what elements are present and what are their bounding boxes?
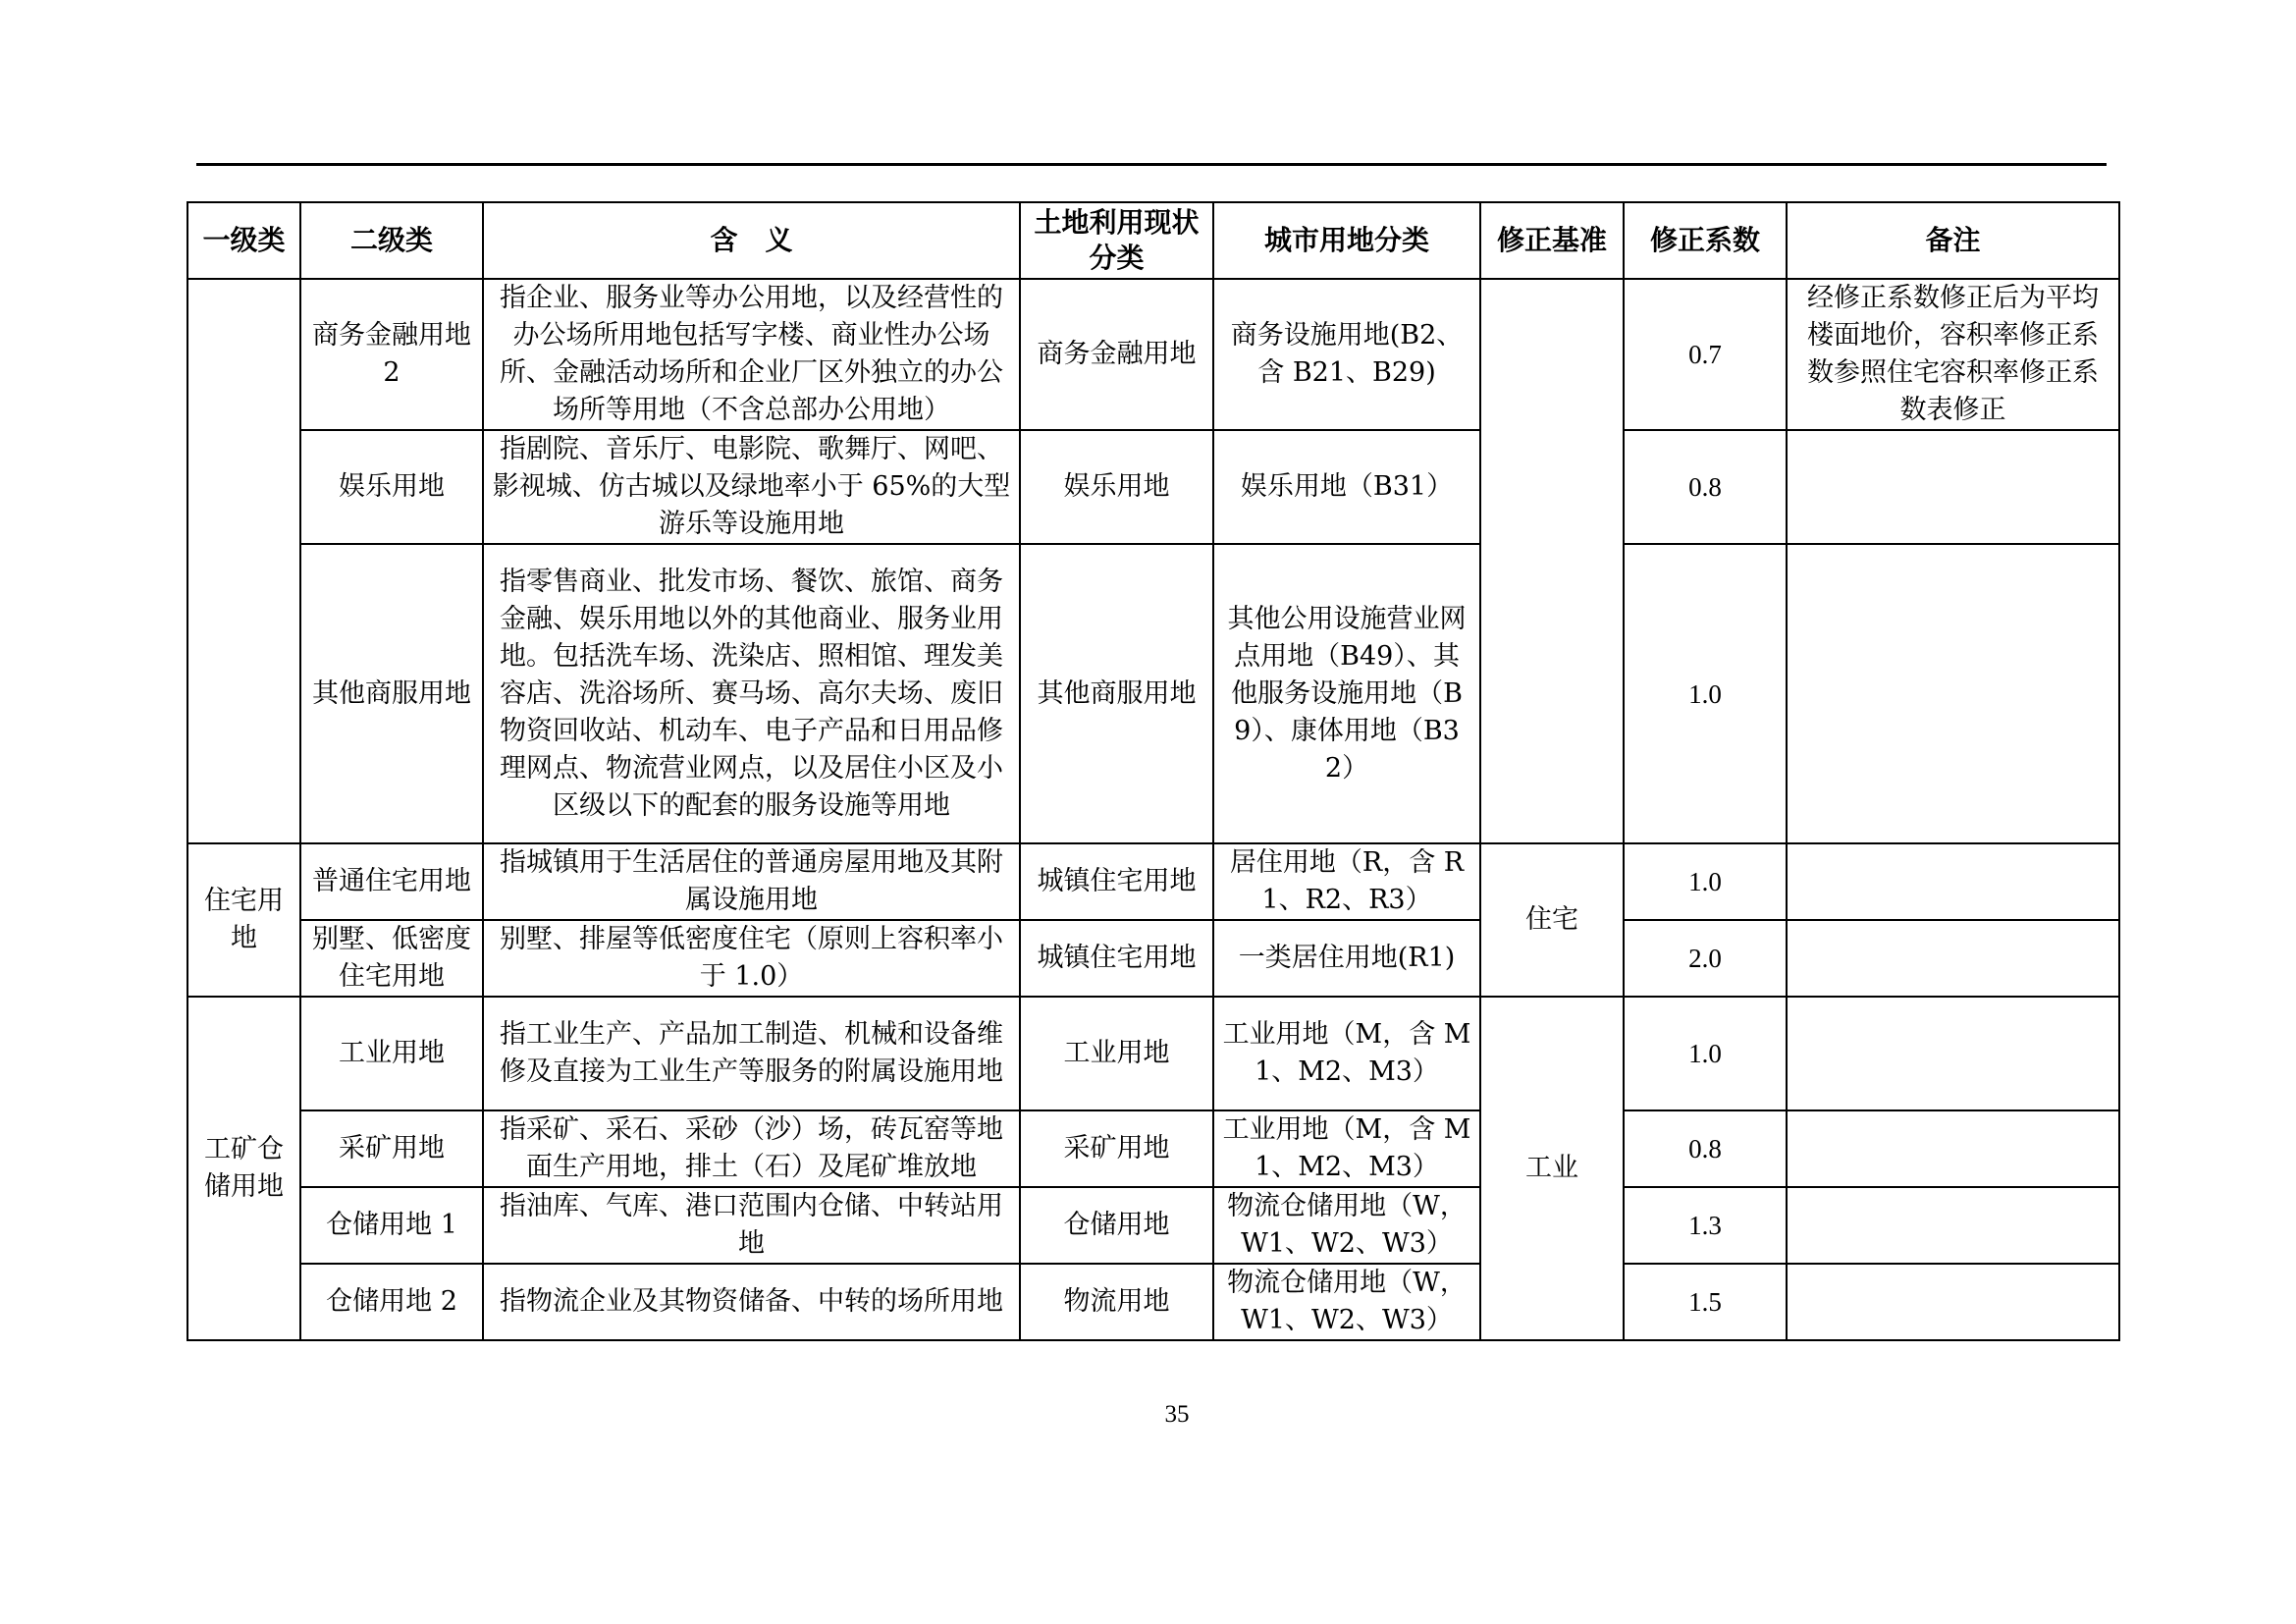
- first-class-cell: 住宅用地: [187, 843, 300, 997]
- current-use-cell: 城镇住宅用地: [1020, 843, 1213, 920]
- second-class-cell: 仓储用地 2: [300, 1264, 483, 1340]
- header-urban-class: 城市用地分类: [1213, 202, 1480, 279]
- correction-coef-cell: 0.8: [1624, 1110, 1787, 1187]
- correction-basis-cell: 住宅: [1480, 843, 1624, 997]
- table-row: [187, 1187, 2119, 1264]
- page-number: 35: [1164, 1401, 1190, 1428]
- correction-coef-cell: 0.8: [1624, 430, 1787, 544]
- meaning-cell: 别墅、排屋等低密度住宅（原则上容积率小于 1.0）: [483, 920, 1020, 997]
- urban-class-cell: 娱乐用地（B31）: [1213, 430, 1480, 544]
- header-first-class: 一级类: [187, 202, 300, 279]
- current-use-cell: 娱乐用地: [1020, 430, 1213, 544]
- note-cell: 经修正系数修正后为平均楼面地价，容积率修正系数参照住宅容积率修正系数表修正: [1787, 279, 2119, 430]
- note-cell: [1787, 843, 2119, 920]
- meaning-cell: 指油库、气库、港口范围内仓储、中转站用地: [483, 1187, 1020, 1264]
- urban-class-cell: 居住用地（R，含 R1、R2、R3）: [1213, 843, 1480, 920]
- second-class-cell: 娱乐用地: [300, 430, 483, 544]
- note-cell: [1787, 1187, 2119, 1264]
- header-meaning: 含 义: [483, 202, 1020, 279]
- note-cell: [1787, 997, 2119, 1110]
- second-class-cell: 别墅、低密度住宅用地: [300, 920, 483, 997]
- table-row: [187, 1264, 2119, 1340]
- header-current-use: 土地利用现状分类: [1020, 202, 1213, 279]
- header-second-class: 二级类: [300, 202, 483, 279]
- second-class-cell: 工业用地: [300, 997, 483, 1110]
- current-use-cell: 物流用地: [1020, 1264, 1213, 1340]
- table-row: [187, 1110, 2119, 1187]
- urban-class-cell: 物流仓储用地（W，W1、W2、W3）: [1213, 1264, 1480, 1340]
- correction-basis-cell: 工业: [1480, 997, 1624, 1340]
- correction-coef-cell: 1.0: [1624, 843, 1787, 920]
- correction-coef-cell: 1.3: [1624, 1187, 1787, 1264]
- urban-class-cell: 工业用地（M，含 M1、M2、M3）: [1213, 997, 1480, 1110]
- meaning-cell: 指零售商业、批发市场、餐饮、旅馆、商务金融、娱乐用地以外的其他商业、服务业用地。包括洗车场、洗染店、照相馆、理发美容店、洗浴场所、赛马场、高尔夫场、废旧物资回收站、机动车、电子产品和日用品修理网点、物流营业网点，以及居住小区及小区级以下的配套的服务设施等用地: [483, 544, 1020, 843]
- current-use-cell: 商务金融用地: [1020, 279, 1213, 430]
- land-classification-table: [187, 201, 2120, 1341]
- note-cell: [1787, 430, 2119, 544]
- second-class-cell: 其他商服用地: [300, 544, 483, 843]
- urban-class-cell: 工业用地（M，含 M1、M2、M3）: [1213, 1110, 1480, 1187]
- correction-coef-cell: 1.0: [1624, 997, 1787, 1110]
- current-use-cell: 其他商服用地: [1020, 544, 1213, 843]
- first-class-cell: 工矿仓储用地: [187, 997, 300, 1340]
- correction-coef-cell: 2.0: [1624, 920, 1787, 997]
- current-use-cell: 城镇住宅用地: [1020, 920, 1213, 997]
- table-header-row: [187, 202, 2119, 279]
- first-class-cell-blank: [187, 279, 300, 843]
- note-cell: [1787, 1110, 2119, 1187]
- meaning-cell: 指剧院、音乐厅、电影院、歌舞厅、网吧、影视城、仿古城以及绿地率小于 65%的大型游乐等设施用地: [483, 430, 1020, 544]
- header-rule: [196, 163, 2107, 166]
- second-class-cell: 商务金融用地 2: [300, 279, 483, 430]
- second-class-cell: 仓储用地 1: [300, 1187, 483, 1264]
- second-class-cell: 采矿用地: [300, 1110, 483, 1187]
- meaning-cell: 指城镇用于生活居住的普通房屋用地及其附属设施用地: [483, 843, 1020, 920]
- correction-coef-cell: 1.0: [1624, 544, 1787, 843]
- table-row: [187, 544, 2119, 843]
- table-row: [187, 430, 2119, 544]
- urban-class-cell: 商务设施用地(B2、含 B21、B29): [1213, 279, 1480, 430]
- current-use-cell: 仓储用地: [1020, 1187, 1213, 1264]
- header-note: 备注: [1787, 202, 2119, 279]
- urban-class-cell: 物流仓储用地（W，W1、W2、W3）: [1213, 1187, 1480, 1264]
- correction-coef-cell: 0.7: [1624, 279, 1787, 430]
- current-use-cell: 采矿用地: [1020, 1110, 1213, 1187]
- urban-class-cell: 其他公用设施营业网点用地（B49）、其他服务设施用地（B9）、康体用地（B32）: [1213, 544, 1480, 843]
- current-use-cell: 工业用地: [1020, 997, 1213, 1110]
- note-cell: [1787, 544, 2119, 843]
- note-cell: [1787, 920, 2119, 997]
- table-row: [187, 843, 2119, 920]
- note-cell: [1787, 1264, 2119, 1340]
- correction-basis-cell-blank: [1480, 279, 1624, 843]
- meaning-cell: 指工业生产、产品加工制造、机械和设备维修及直接为工业生产等服务的附属设施用地: [483, 997, 1020, 1110]
- meaning-cell: 指企业、服务业等办公用地，以及经营性的办公场所用地包括写字楼、商业性办公场所、金融活动场所和企业厂区外独立的办公场所等用地（不含总部办公用地）: [483, 279, 1020, 430]
- meaning-cell: 指物流企业及其物资储备、中转的场所用地: [483, 1264, 1020, 1340]
- header-correction-basis: 修正基准: [1480, 202, 1624, 279]
- header-correction-coef: 修正系数: [1624, 202, 1787, 279]
- table-row: [187, 279, 2119, 430]
- second-class-cell: 普通住宅用地: [300, 843, 483, 920]
- correction-coef-cell: 1.5: [1624, 1264, 1787, 1340]
- table-row: [187, 997, 2119, 1110]
- urban-class-cell: 一类居住用地(R1): [1213, 920, 1480, 997]
- meaning-cell: 指采矿、采石、采砂（沙）场，砖瓦窑等地面生产用地，排土（石）及尾矿堆放地: [483, 1110, 1020, 1187]
- table-row: [187, 920, 2119, 997]
